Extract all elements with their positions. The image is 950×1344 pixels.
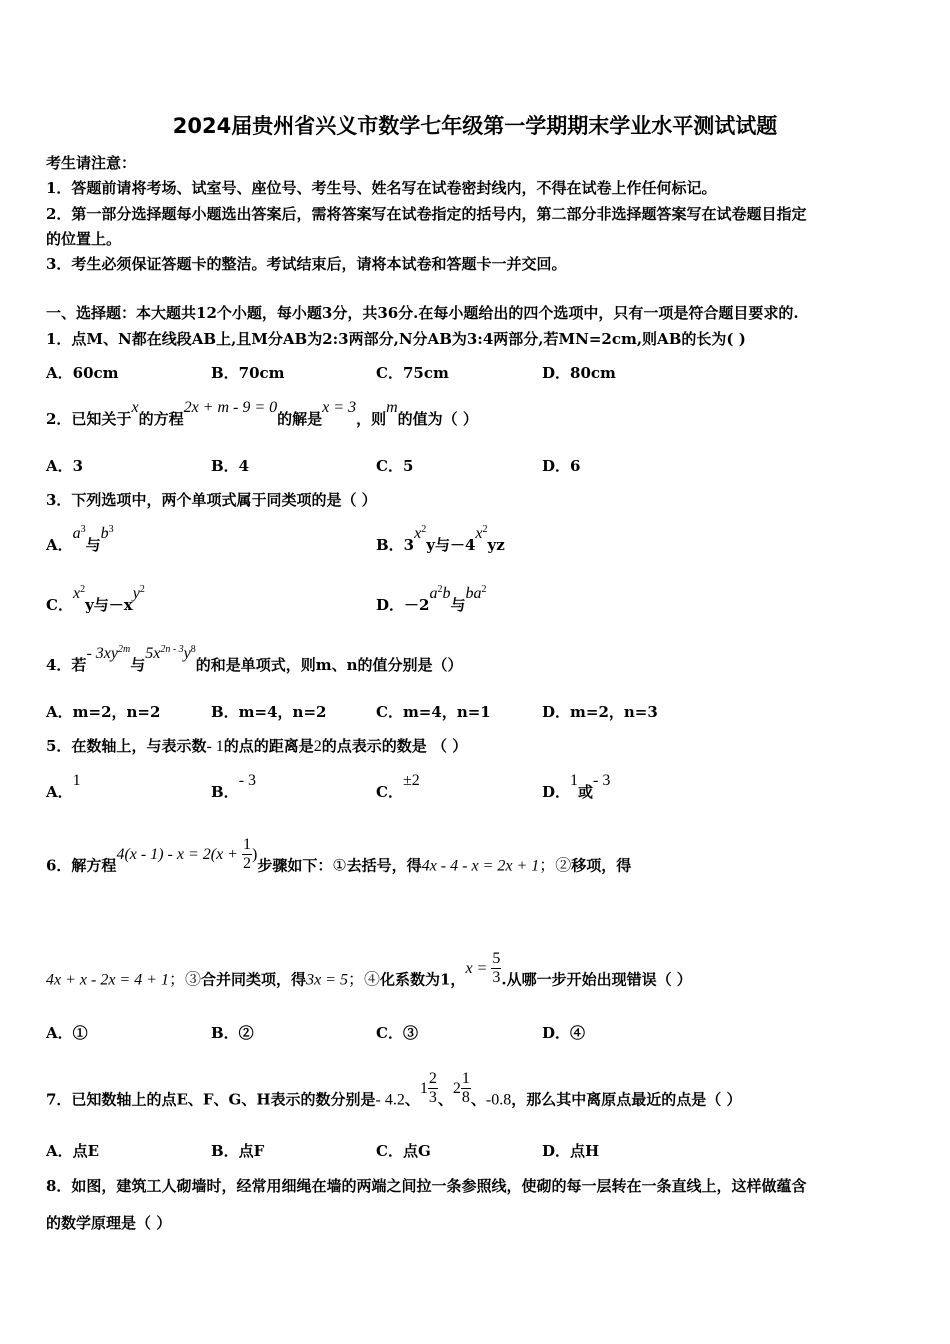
q1-option-d: D．80cm bbox=[542, 364, 616, 382]
q6-frac-den: 2 bbox=[242, 855, 251, 872]
q3-d-term: b bbox=[442, 585, 451, 602]
q5-d-value: 1 bbox=[570, 772, 579, 789]
q6-step-mark: ；③ bbox=[169, 971, 202, 989]
q7-fraction bbox=[428, 1070, 438, 1107]
q3-d-label: D．－2 bbox=[376, 596, 430, 614]
q5-d-label: D． bbox=[542, 783, 571, 801]
q6-option-d: D．④ bbox=[542, 1024, 586, 1042]
q6-step-mark: ；② bbox=[539, 857, 572, 875]
q2-option-b: B．4 bbox=[211, 457, 250, 475]
question-7-stem bbox=[46, 1070, 742, 1119]
q5-number: 2 bbox=[313, 738, 322, 755]
q7-whole: 1 bbox=[419, 1079, 428, 1097]
q6-text: 化系数为1， bbox=[379, 970, 466, 989]
notice-heading: 考生请注意： bbox=[46, 154, 137, 172]
q7-sep: 、 bbox=[404, 1090, 420, 1109]
q3-b-text: yz bbox=[487, 536, 505, 554]
q6-text: .从哪一步开始出现错误（ ） bbox=[501, 970, 692, 989]
q7-whole: 2 bbox=[452, 1079, 461, 1097]
q2-option-c: C．5 bbox=[376, 457, 414, 475]
q6-frac-den: 3 bbox=[492, 969, 501, 986]
question-3-stem: 3．下列选项中，两个单项式属于同类项的是（ ） bbox=[46, 491, 377, 509]
q7-text: 7．已知数轴上的点E、F、G、H表示的数分别是 bbox=[46, 1090, 376, 1109]
q3-option-a bbox=[46, 524, 114, 555]
q7-frac-num: 1 bbox=[461, 1070, 470, 1087]
q5-c-label: C． bbox=[376, 783, 403, 801]
q3-a-term: a bbox=[72, 525, 81, 542]
q2-option-d: D．6 bbox=[542, 457, 581, 475]
q3-b-label: B．3 bbox=[376, 536, 415, 554]
q6-equation: 3x = 5 bbox=[306, 971, 348, 989]
q7-frac-den: 3 bbox=[428, 1089, 437, 1106]
q5-d-value: - 3 bbox=[593, 772, 611, 789]
q5-option-d bbox=[542, 772, 611, 802]
q3-b-term: x bbox=[475, 525, 483, 542]
q5-number: - 1 bbox=[206, 738, 224, 755]
q4-text: 与 bbox=[130, 656, 146, 674]
q4-monomial: 5x bbox=[145, 645, 161, 662]
q2-text: 2．已知关于 bbox=[46, 410, 132, 428]
q6-step-mark: ；④ bbox=[347, 971, 380, 989]
q6-text: 6．解方程 bbox=[46, 856, 117, 875]
q2-option-a: A．3 bbox=[46, 457, 84, 475]
q6-equation: x = bbox=[465, 959, 492, 977]
q3-a-exp: 3 bbox=[80, 524, 86, 535]
q4-monomial: - 3xy bbox=[86, 645, 118, 662]
q3-b-text: y与－4 bbox=[426, 536, 476, 554]
q4-exp: 2n - 3 bbox=[160, 644, 184, 655]
q6-equation: 4x + x - 2x = 4 + 1 bbox=[46, 971, 170, 989]
q3-d-and: 与 bbox=[450, 596, 466, 614]
question-8-line2: 的数学原理是（ ） bbox=[46, 1214, 172, 1232]
q3-b-term: x bbox=[414, 525, 422, 542]
q2-solution: x = 3 bbox=[322, 399, 357, 416]
q3-c-label: C． bbox=[46, 596, 73, 614]
section-heading: 一、选择题：本大题共12个小题，每小题3分，共36分.在每小题给出的四个选项中，只有一项是符合题目要求的. bbox=[46, 304, 799, 322]
q2-var-m: m bbox=[386, 399, 398, 416]
q7-value: - 4.2 bbox=[375, 1091, 405, 1109]
q4-option-a: A．m=2，n=2 bbox=[46, 703, 161, 721]
q6-text: 步骤如下： bbox=[257, 856, 333, 875]
q6-frac-num: 1 bbox=[242, 836, 251, 853]
q7-sep: 、 bbox=[437, 1090, 453, 1109]
q5-d-or: 或 bbox=[578, 783, 594, 801]
q2-equation: 2x + m - 9 = 0 bbox=[183, 399, 278, 416]
q3-b-exp: 2 bbox=[421, 524, 427, 535]
q6-equation: 4x - 4 - x = 2x + 1 bbox=[421, 857, 540, 875]
q6-step-mark: ① bbox=[332, 857, 347, 875]
question-5-stem bbox=[46, 735, 467, 756]
q2-text: ，则 bbox=[356, 410, 387, 428]
q6-text: 移项，得 bbox=[571, 856, 632, 875]
q3-c-exp: 2 bbox=[139, 584, 145, 595]
q5-b-label: B． bbox=[211, 783, 239, 801]
q7-value: -0.8 bbox=[485, 1091, 512, 1109]
q4-text: 4．若 bbox=[46, 656, 87, 674]
q4-exp: 2m bbox=[117, 644, 131, 655]
q6-fraction bbox=[491, 950, 501, 987]
notice-item: 3．考生必须保证答题卡的整洁。考试结束后，请将本试卷和答题卡一并交回。 bbox=[46, 255, 567, 273]
q6-text: 去括号，得 bbox=[346, 856, 422, 875]
q7-frac-num: 2 bbox=[428, 1070, 437, 1087]
q7-option-c: C．点G bbox=[376, 1142, 431, 1160]
q4-text: 的和是单项式，则m、n的值分别是（） bbox=[195, 656, 463, 674]
question-8-stem: 8．如图，建筑工人砌墙时，经常用细绳在墙的两端之间拉一条参照线，使砌的每一层转在一条直线上，这样做蕴含 bbox=[46, 1177, 807, 1195]
q4-option-c: C．m=4，n=1 bbox=[376, 703, 491, 721]
q4-exp: 8 bbox=[190, 644, 196, 655]
q6-option-c: C．③ bbox=[376, 1024, 418, 1042]
q6-frac-num: 5 bbox=[492, 950, 501, 967]
q5-a-label: A． bbox=[46, 783, 73, 801]
q7-fraction bbox=[461, 1070, 471, 1107]
question-2-stem bbox=[46, 399, 478, 429]
q6-equation: ) bbox=[251, 845, 258, 863]
q2-text: 的方程 bbox=[138, 410, 184, 428]
q2-text: 的值为（ ） bbox=[397, 410, 478, 428]
q7-text: ，那么其中离原点最近的点是（ ） bbox=[511, 1090, 742, 1109]
q2-text: 的解是 bbox=[277, 410, 323, 428]
q3-a-label: A． bbox=[46, 536, 73, 554]
page-title: 2024届贵州省兴义市数学七年级第一学期期末学业水平测试试题 bbox=[172, 114, 778, 138]
question-4-stem bbox=[46, 644, 463, 675]
notice-item: 的位置上。 bbox=[46, 230, 122, 248]
q3-c-exp: 2 bbox=[80, 584, 86, 595]
q7-option-a: A．点E bbox=[46, 1142, 100, 1160]
q6-equation: 4(x - 1) - x = 2(x + bbox=[116, 845, 242, 863]
q3-c-term: y bbox=[132, 585, 140, 602]
q3-a-exp: 3 bbox=[108, 524, 114, 535]
notice-item: 1．答题前请将考场、试室号、座位号、考生号、姓名写在试卷密封线内，不得在试卷上作任何标记。 bbox=[46, 179, 717, 197]
notice-item: 2．第一部分选择题每小题选出答案后，需将答案写在试卷指定的括号内，第二部分非选择题答案写在试卷题目指定 bbox=[46, 205, 807, 223]
q7-option-b: B．点F bbox=[211, 1142, 265, 1160]
q3-b-exp: 2 bbox=[482, 524, 488, 535]
q5-text: 的点的距离是 bbox=[223, 737, 314, 755]
question-1-stem: 1．点M、N都在线段AB上,且M分AB为2:3两部分,N分AB为3:4两部分,若MN=2cm,则AB的长为( ) bbox=[46, 330, 746, 348]
q7-sep: 、 bbox=[470, 1090, 486, 1109]
q7-frac-den: 8 bbox=[461, 1089, 470, 1106]
q5-option-c bbox=[376, 772, 420, 802]
q5-option-b bbox=[211, 772, 257, 802]
q5-text: 的点表示的数是 （ ） bbox=[321, 737, 468, 755]
q6-text: 合并同类项，得 bbox=[201, 970, 307, 989]
q3-option-d bbox=[376, 584, 487, 615]
q6-fraction bbox=[242, 836, 252, 873]
q5-option-a bbox=[46, 772, 81, 802]
q1-option-c: C．75cm bbox=[376, 364, 449, 382]
q5-text: 5．在数轴上，与表示数 bbox=[46, 737, 207, 755]
q4-monomial: y bbox=[183, 645, 191, 662]
q1-option-a: A．60cm bbox=[46, 364, 119, 382]
q5-b-value: - 3 bbox=[238, 772, 257, 789]
q3-d-exp: 2 bbox=[437, 584, 443, 595]
q2-var-x: x bbox=[131, 399, 139, 416]
q3-d-term: a bbox=[429, 585, 438, 602]
q3-d-term: ba bbox=[465, 585, 482, 602]
question-6-line2 bbox=[46, 950, 692, 999]
q3-a-and: 与 bbox=[85, 536, 101, 554]
question-6-stem bbox=[46, 836, 632, 885]
q3-option-b bbox=[376, 524, 505, 555]
q3-a-term: b bbox=[100, 525, 109, 542]
q4-option-b: B．m=4，n=2 bbox=[211, 703, 327, 721]
q5-c-value: ±2 bbox=[402, 772, 420, 789]
q3-d-exp: 2 bbox=[481, 584, 487, 595]
q7-option-d: D．点H bbox=[542, 1142, 600, 1160]
q5-a-value: 1 bbox=[72, 772, 81, 789]
q3-c-term: x bbox=[72, 585, 81, 602]
q6-option-b: B．② bbox=[211, 1024, 254, 1042]
q1-option-b: B．70cm bbox=[211, 364, 285, 382]
q4-option-d: D．m=2，n=3 bbox=[542, 703, 658, 721]
q3-c-text: y与－x bbox=[85, 596, 133, 614]
q6-option-a: A．① bbox=[46, 1024, 88, 1042]
q3-option-c bbox=[46, 584, 145, 615]
